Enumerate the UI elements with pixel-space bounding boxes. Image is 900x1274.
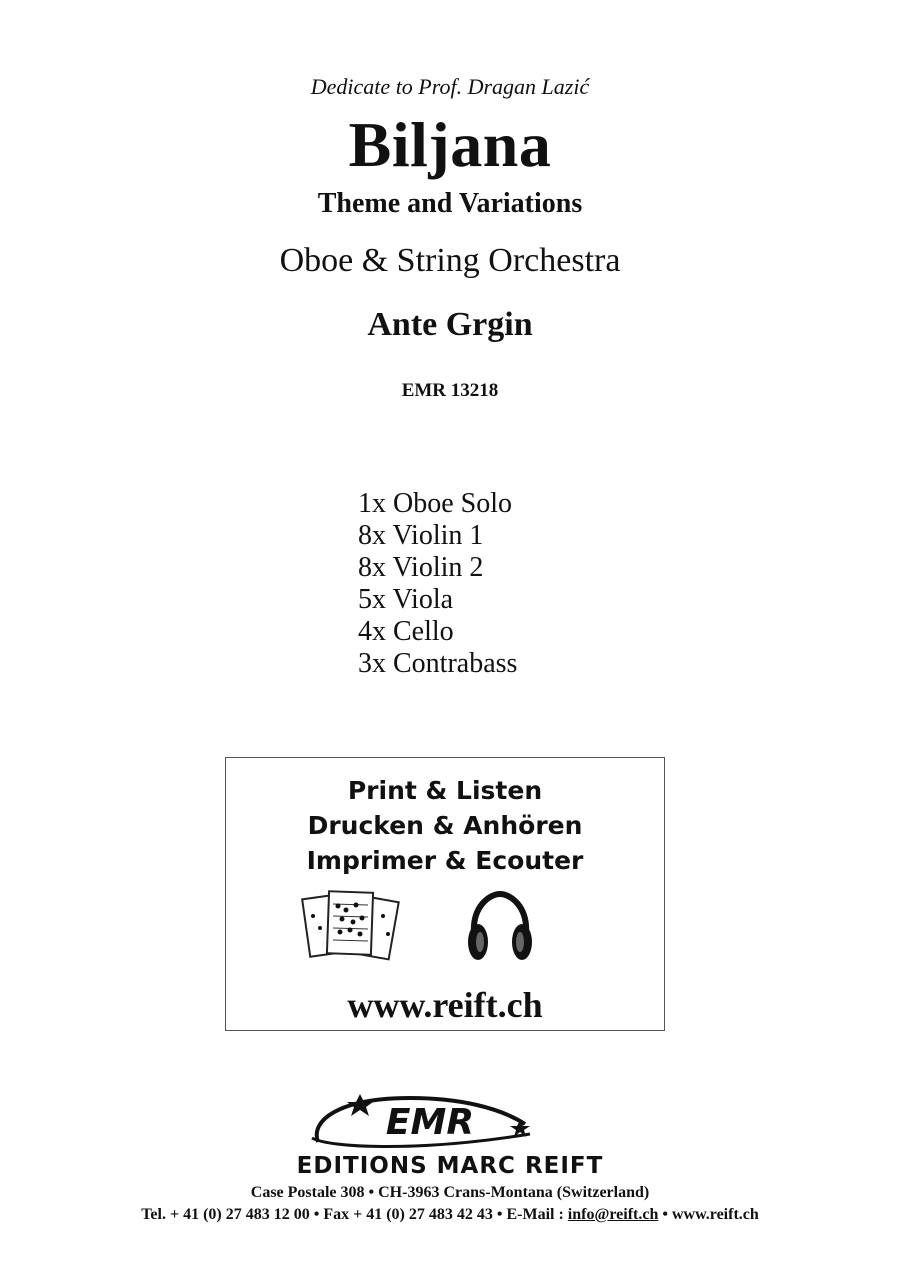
list-item: 5x Viola xyxy=(358,584,454,615)
publisher-name-part: EDITIONS xyxy=(296,1153,437,1179)
list-item: 8x Violin 1 xyxy=(358,520,484,551)
publisher-name-part: MARC xyxy=(436,1153,525,1179)
publisher-name-part: REIFT xyxy=(524,1153,604,1179)
emr-logo xyxy=(300,1090,550,1152)
list-item: 8x Violin 2 xyxy=(358,552,484,583)
publisher-address: Case Postale 308 • CH-3963 Crans-Montana (Switzerland) xyxy=(250,1184,650,1201)
sheet-music-icon xyxy=(298,886,413,966)
list-item: 3x Contrabass xyxy=(358,648,518,679)
composer: Ante Grgin xyxy=(367,306,533,343)
list-item: 1x Oboe Solo xyxy=(358,488,512,519)
logo-text: EMR xyxy=(385,1102,475,1143)
list-item: 4x Cello xyxy=(358,616,454,647)
promo-line-english: Print & Listen xyxy=(347,776,543,805)
page-title: Biljana xyxy=(348,109,552,180)
email-link[interactable]: info@reift.ch xyxy=(567,1206,659,1223)
catalog-number: EMR 13218 xyxy=(401,380,499,401)
contact-suffix: • www.reift.ch xyxy=(658,1206,759,1223)
headphones-icon xyxy=(464,890,536,966)
contact-prefix: Tel. + 41 (0) 27 483 12 00 • Fax + 41 (0) 27 483 42 43 • E-Mail : xyxy=(141,1206,568,1223)
publisher-name xyxy=(0,1153,900,1179)
print-listen-box xyxy=(225,757,665,1031)
promo-url[interactable]: www.reift.ch xyxy=(347,985,543,1025)
subtitle: Theme and Variations xyxy=(317,188,583,219)
dedication: Dedicate to Prof. Dragan Lazić xyxy=(310,74,590,99)
instrumentation: Oboe & String Orchestra xyxy=(279,242,621,279)
publisher-contact xyxy=(0,1206,900,1224)
promo-line-french: Imprimer & Ecouter xyxy=(306,846,584,875)
promo-line-german: Drucken & Anhören xyxy=(307,811,583,840)
parts-list xyxy=(358,488,517,680)
